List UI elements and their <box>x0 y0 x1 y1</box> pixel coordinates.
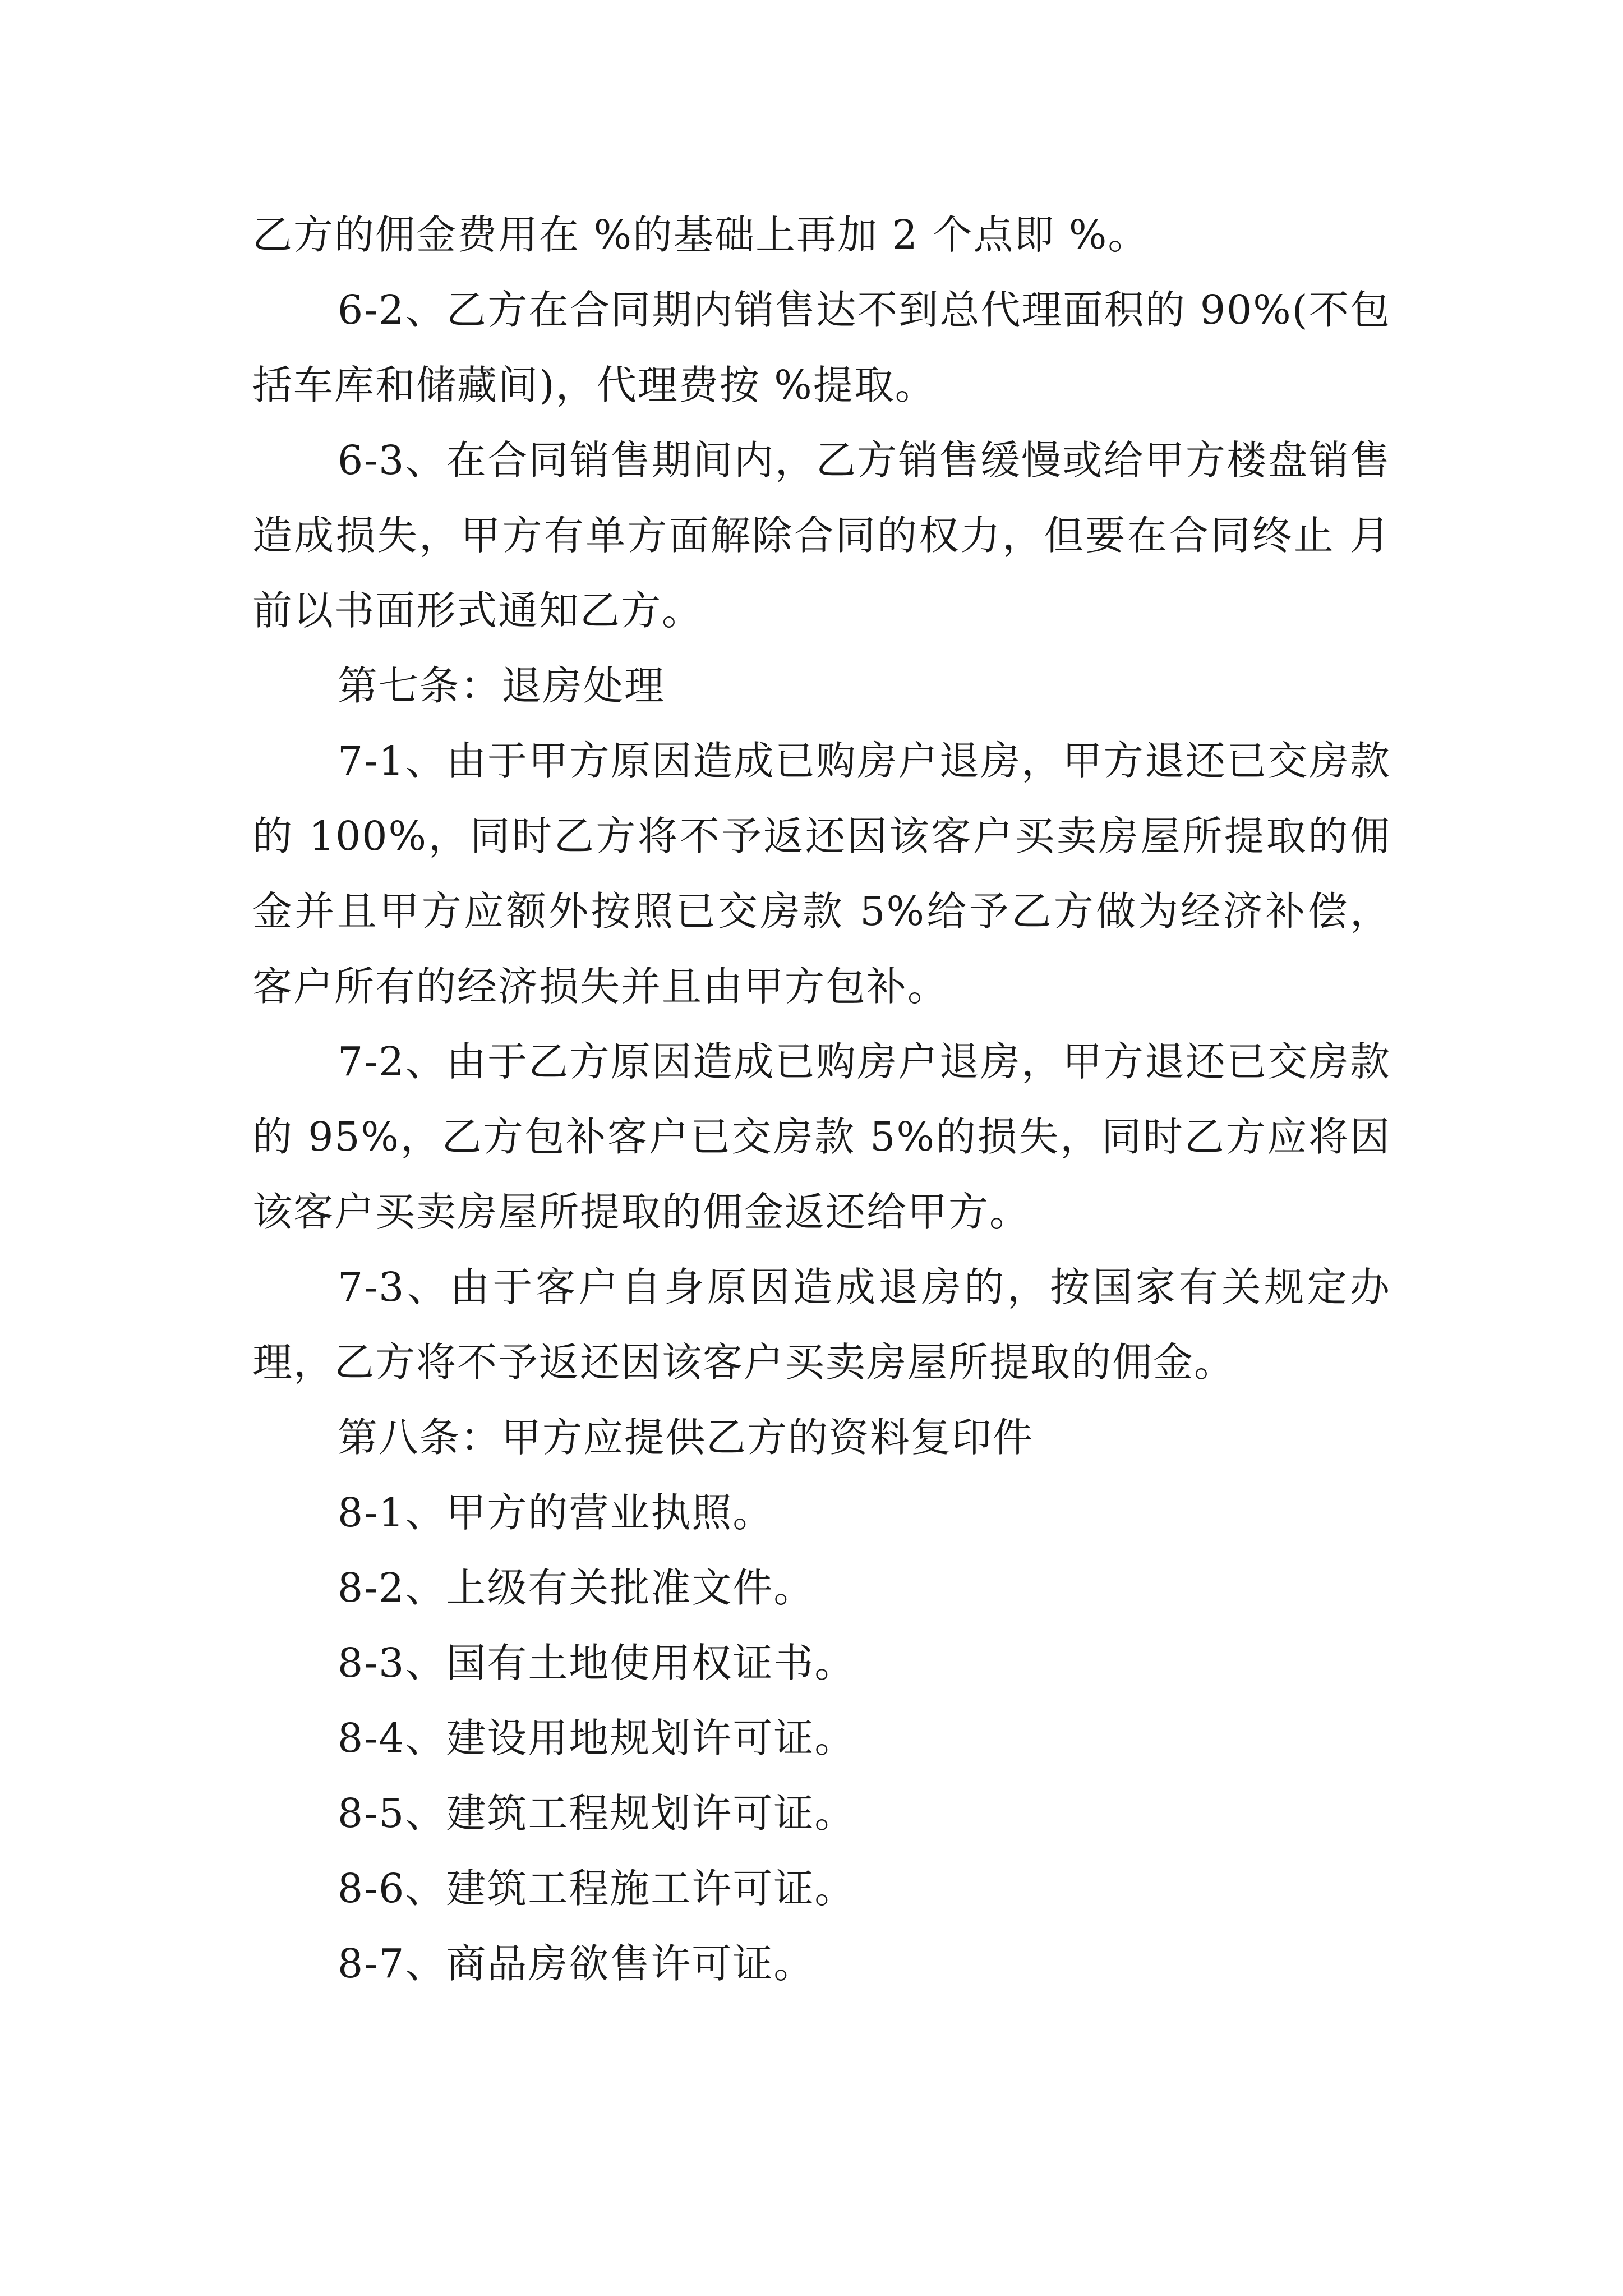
paragraph-6-2: 6-2、乙方在合同期内销售达不到总代理面积的 90%(不包括车库和储藏间)，代理费按 %提取。 <box>252 287 1391 408</box>
paragraph-commission-continued: 乙方的佣金费用在 %的基础上再加 2 个点即 %。 <box>252 211 1149 258</box>
document-body <box>252 197 1391 2001</box>
paragraph-7-1: 7-1、由于甲方原因造成已购房户退房，甲方退还已交房款的 100%，同时乙方将不予返还因该客户买卖房屋所提取的佣金并且甲方应额外按照已交房款 5%给予乙方做为经济补偿，客户所有的经济损失并且由甲方包补。 <box>252 738 1391 1010</box>
list-item-8-6: 8-6、建筑工程施工许可证。 <box>338 1865 856 1912</box>
list-item-8-7: 8-7、商品房欲售许可证。 <box>338 1940 815 1987</box>
heading-article-8: 第八条：甲方应提供乙方的资料复印件 <box>338 1414 1034 1461</box>
paragraph-7-3: 7-3、由于客户自身原因造成退房的，按国家有关规定办理，乙方将不予返还因该客户买卖房屋所提取的佣金。 <box>252 1264 1391 1386</box>
list-item-8-3: 8-3、国有土地使用权证书。 <box>338 1640 856 1686</box>
list-item-8-5: 8-5、建筑工程规划许可证。 <box>338 1790 856 1837</box>
paragraph-6-3: 6-3、在合同销售期间内，乙方销售缓慢或给甲方楼盘销售造成损失，甲方有单方面解除合同的权力，但要在合同终止 月前以书面形式通知乙方。 <box>252 437 1391 634</box>
paragraph-7-2: 7-2、由于乙方原因造成已购房户退房，甲方退还已交房款的 95%，乙方包补客户已交房款 5%的损失，同时乙方应将因该客户买卖房屋所提取的佣金返还给甲方。 <box>252 1038 1391 1235</box>
list-item-8-1: 8-1、甲方的营业执照。 <box>338 1489 774 1536</box>
list-item-8-4: 8-4、建设用地规划许可证。 <box>338 1715 856 1761</box>
list-item-8-2: 8-2、上级有关批准文件。 <box>338 1565 815 1611</box>
heading-article-7: 第七条：退房处理 <box>338 662 666 709</box>
